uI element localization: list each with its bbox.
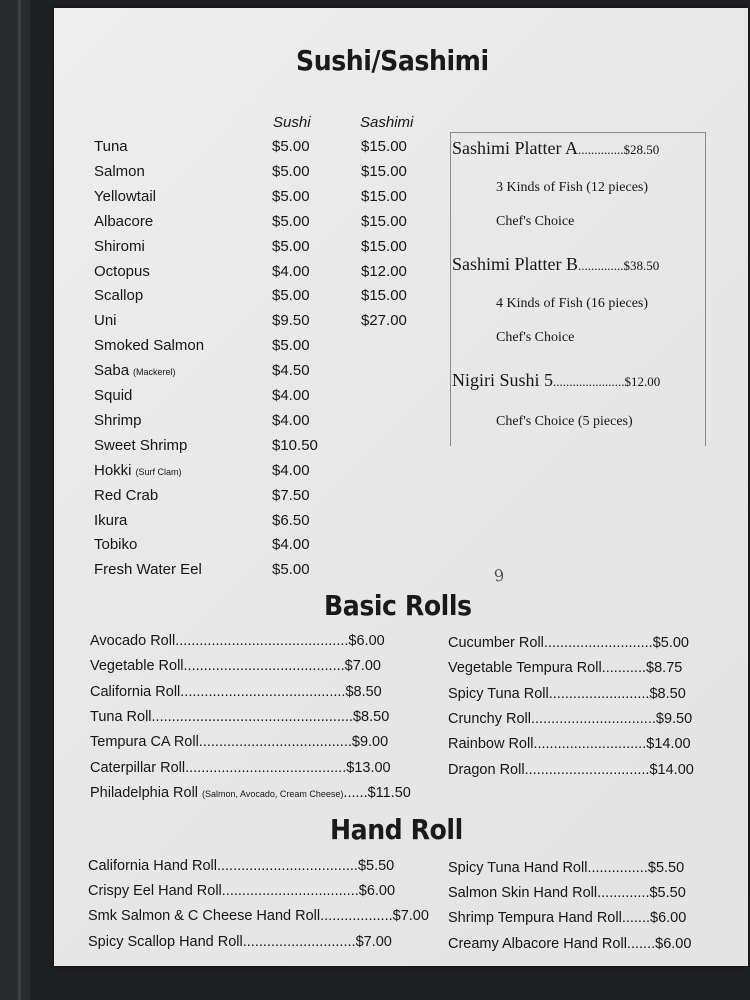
platter-header: [452, 370, 660, 391]
item-name: Sweet Shrimp: [94, 436, 188, 454]
roll-price: $9.00: [351, 734, 389, 751]
roll-price: $11.50: [367, 784, 411, 801]
menu-row: [448, 635, 689, 651]
dot-leader: ......: [343, 784, 368, 801]
item-name: Albacore: [94, 212, 154, 230]
list-item: [94, 163, 145, 180]
dot-leader: ............................: [533, 736, 647, 753]
menu-row: [88, 858, 394, 874]
roll-name: Cucumber Roll: [448, 635, 544, 651]
dot-leader: ...............................: [524, 761, 650, 778]
menu-row: [90, 734, 388, 750]
roll-price: $7.00: [344, 658, 381, 675]
item-name: Tuna: [94, 138, 128, 155]
menu-row: [90, 684, 382, 700]
sashimi-price: $15.00: [361, 187, 407, 205]
platter-price: $12.00: [624, 374, 661, 389]
sashimi-column-header: Sashimi: [360, 114, 414, 131]
sushi-sashimi-title: Sushi/Sashimi: [296, 44, 489, 77]
sashimi-price: $12.00: [361, 262, 407, 280]
platter-title: Sashimi Platter B: [452, 254, 578, 274]
roll-name: Rainbow Roll: [448, 736, 534, 753]
menu-row: [448, 660, 682, 676]
roll-note: (Salmon, Avocado, Cream Cheese): [202, 788, 344, 799]
roll-price: $8.50: [352, 708, 390, 725]
list-item: [94, 487, 158, 504]
roll-price: $5.50: [647, 860, 685, 876]
roll-price: $7.00: [392, 908, 429, 925]
list-item: [94, 337, 204, 354]
menu-row: [448, 762, 694, 778]
roll-price: $5.00: [652, 635, 689, 651]
menu-row: [448, 885, 686, 901]
roll-name: Creamy Albacore Hand Roll: [448, 935, 627, 952]
sashimi-price: $15.00: [361, 138, 407, 155]
list-item: [94, 462, 182, 479]
binder-edge: [0, 0, 30, 1000]
menu-row: [90, 785, 411, 801]
list-item: [94, 287, 143, 304]
list-item: [94, 188, 156, 205]
list-item: [94, 263, 150, 280]
menu-row: [90, 658, 381, 674]
roll-name: Tempura CA Roll: [90, 734, 199, 751]
dot-leader: ..............: [578, 142, 624, 157]
sashimi-price: $15.00: [361, 162, 407, 180]
roll-name: California Hand Roll: [88, 858, 217, 874]
sushi-price: $9.50: [272, 312, 310, 330]
sashimi-price: $15.00: [361, 212, 407, 230]
dot-leader: .......: [621, 910, 651, 927]
sushi-price: $5.00: [272, 237, 310, 255]
menu-row: [448, 910, 686, 926]
menu-row: [90, 760, 391, 776]
handwritten-mark: 9: [492, 565, 506, 586]
menu-row: [448, 860, 684, 876]
dot-leader: ...............................: [531, 710, 656, 727]
menu-row: [90, 633, 385, 649]
list-item: [94, 138, 128, 155]
dot-leader: ..................: [320, 908, 393, 925]
roll-name: Vegetable Tempura Roll: [448, 660, 602, 677]
roll-price: $8.50: [649, 685, 686, 702]
roll-name: Crispy Eel Hand Roll: [88, 883, 222, 900]
menu-row: [448, 686, 686, 702]
sashimi-price: $15.00: [361, 287, 407, 305]
sushi-price: $4.00: [272, 387, 310, 404]
roll-name: Spicy Tuna Hand Roll: [448, 860, 588, 876]
item-name: Squid: [94, 387, 133, 404]
list-item: [94, 312, 117, 329]
sushi-price: $5.00: [272, 561, 310, 579]
roll-name: Smk Salmon & C Cheese Hand Roll: [88, 908, 321, 925]
dot-leader: ...............: [587, 860, 648, 876]
sushi-price: $5.00: [272, 337, 310, 355]
item-name: Salmon: [94, 162, 145, 180]
platter-description: 4 Kinds of Fish (16 pieces): [496, 296, 649, 311]
roll-name: Tuna Roll: [90, 708, 152, 725]
roll-name: Caterpillar Roll: [90, 759, 186, 776]
item-name: Hokki: [94, 461, 132, 479]
roll-price: $13.00: [346, 759, 391, 776]
dot-leader: ............................: [242, 933, 356, 950]
item-name: Shiromi: [94, 237, 145, 255]
list-item: [94, 412, 142, 429]
roll-price: $8.50: [345, 683, 382, 700]
item-name: Octopus: [94, 262, 150, 280]
roll-name: Salmon Skin Hand Roll: [448, 885, 598, 902]
menu-row: [88, 883, 395, 899]
dot-leader: ........................................: [185, 759, 347, 776]
sushi-price: $4.00: [272, 262, 310, 280]
roll-name: Crunchy Roll: [448, 710, 531, 727]
dot-leader: ...........: [601, 660, 647, 677]
item-note: (Mackerel): [133, 367, 176, 378]
menu-row: [448, 736, 691, 752]
list-item: [94, 536, 137, 553]
roll-price: $6.00: [358, 883, 396, 900]
platter-header: [452, 254, 659, 275]
item-name: Smoked Salmon: [94, 337, 205, 355]
roll-name: Dragon Roll: [448, 761, 525, 778]
roll-name: Avocado Roll: [90, 633, 176, 649]
dot-leader: ......................: [553, 374, 625, 389]
roll-price: $8.75: [646, 660, 683, 677]
sushi-price: $7.50: [272, 486, 310, 504]
dot-leader: ..................................: [221, 883, 359, 900]
platter-description: 3 Kinds of Fish (12 pieces): [496, 180, 649, 195]
roll-price: $14.00: [646, 736, 691, 753]
sushi-price: $5.00: [272, 162, 310, 180]
item-name: Scallop: [94, 287, 144, 305]
basic-rolls-title: Basic Rolls: [324, 589, 472, 622]
roll-price: $6.00: [650, 910, 687, 927]
platter-description: Chef's Choice (5 pieces): [496, 414, 633, 429]
dot-leader: ...................................: [216, 858, 358, 874]
sushi-price: $5.00: [272, 138, 310, 155]
list-item: [94, 387, 132, 404]
dot-leader: .............: [597, 885, 650, 902]
roll-price: $7.00: [355, 933, 392, 950]
dot-leader: ...........................: [543, 635, 653, 651]
list-item: [94, 437, 187, 454]
dot-leader: .......: [626, 935, 656, 952]
menu-row: [88, 934, 392, 950]
sashimi-price: $15.00: [361, 237, 407, 255]
platter-description: Chef's Choice: [496, 214, 575, 229]
sushi-price: $5.00: [272, 187, 310, 205]
sashimi-price: $27.00: [361, 312, 407, 330]
menu-row: [88, 908, 429, 924]
sushi-price: $4.00: [272, 536, 310, 554]
menu-row: [90, 709, 389, 725]
menu-row: [448, 711, 692, 727]
menu-row: [448, 936, 691, 952]
sushi-price: $4.00: [272, 411, 310, 429]
sushi-price: $4.00: [272, 461, 310, 479]
list-item: [94, 512, 127, 529]
platter-title: Nigiri Sushi 5: [452, 370, 554, 390]
sushi-price: $5.00: [272, 287, 310, 305]
platter-price: $28.50: [623, 142, 660, 157]
menu-page: [54, 8, 748, 966]
roll-price: $9.50: [655, 710, 693, 727]
roll-name: Shrimp Tempura Hand Roll: [448, 910, 622, 927]
roll-name: Spicy Scallop Hand Roll: [88, 933, 243, 950]
sushi-price: $6.50: [272, 511, 310, 529]
list-item: [94, 213, 153, 230]
roll-price: $14.00: [649, 761, 694, 778]
list-item: [94, 238, 145, 255]
dot-leader: .........................: [548, 685, 650, 702]
dot-leader: ..................................................: [151, 708, 353, 725]
sushi-price: $10.50: [272, 436, 318, 454]
dot-leader: ........................................: [183, 658, 345, 675]
item-name: Saba: [94, 362, 130, 380]
roll-price: $6.00: [348, 633, 385, 649]
dot-leader: ..............: [578, 258, 624, 273]
platter-title: Sashimi Platter A: [452, 138, 578, 158]
roll-price: $5.50: [649, 885, 686, 902]
hand-roll-title: Hand Roll: [330, 813, 463, 846]
list-item: [94, 561, 202, 578]
item-note: (Surf Clam): [135, 466, 182, 477]
dot-leader: ...........................................: [175, 633, 349, 649]
item-name: Tobiko: [94, 536, 138, 554]
item-name: Ikura: [94, 511, 128, 529]
list-item: [94, 362, 176, 379]
item-name: Red Crab: [94, 486, 159, 504]
platter-price: $38.50: [623, 258, 660, 273]
dot-leader: ......................................: [198, 734, 352, 751]
roll-price: $5.50: [357, 858, 395, 874]
roll-name: Spicy Tuna Roll: [448, 685, 549, 702]
roll-name: California Roll: [90, 683, 181, 700]
item-name: Fresh Water Eel: [94, 561, 202, 579]
roll-name: Philadelphia Roll: [90, 784, 199, 801]
item-name: Shrimp: [94, 411, 142, 429]
dot-leader: .........................................: [180, 683, 346, 700]
platter-description: Chef's Choice: [496, 330, 575, 345]
item-name: Yellowtail: [94, 187, 156, 205]
sushi-price: $4.50: [272, 362, 310, 380]
sushi-column-header: Sushi: [273, 114, 311, 131]
roll-price: $6.00: [655, 935, 692, 952]
roll-name: Vegetable Roll: [90, 658, 184, 675]
sushi-price: $5.00: [272, 212, 310, 230]
item-name: Uni: [94, 312, 117, 330]
platter-header: [452, 138, 659, 159]
